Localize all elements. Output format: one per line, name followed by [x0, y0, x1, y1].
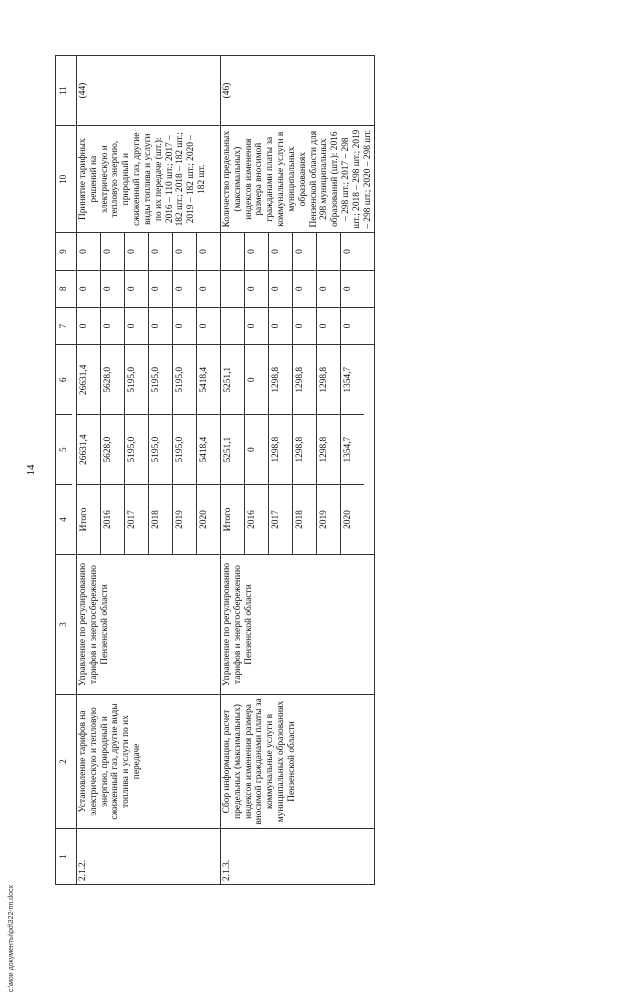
col-8-value — [221, 271, 245, 307]
funding-years-table — [77, 345, 220, 554]
year-label: 2019 — [317, 484, 341, 554]
program-activities-table — [55, 55, 375, 885]
total-value: 1298,8 — [317, 415, 341, 485]
col-8-value: 0 — [173, 271, 197, 307]
reference: (46) — [221, 56, 375, 126]
budget-value: 26631,4 — [77, 345, 101, 415]
col-7-value: 0 — [77, 308, 101, 344]
col-9-value: 0 — [269, 233, 293, 269]
year-label: 2016 — [245, 484, 269, 554]
budget-value: 1354,7 — [343, 366, 353, 393]
col-9-value: 0 — [293, 233, 317, 269]
col-9-value: 0 — [199, 249, 209, 254]
col-7-value: 0 — [245, 308, 269, 344]
col-9-value: 0 — [343, 249, 353, 254]
col-7-value: 0 — [101, 308, 125, 344]
col-8-value: 0 — [101, 271, 125, 307]
col-7-value: 0 — [125, 308, 149, 344]
col-9-value: 0 — [101, 233, 125, 269]
year-label: 2018 — [293, 484, 317, 554]
col-7-value — [221, 308, 245, 344]
header-col-1: 1 — [56, 829, 77, 885]
col-7-value: 0 — [293, 308, 317, 344]
reference: (44) — [77, 56, 221, 126]
funding-years-cell — [221, 345, 375, 555]
funding-years-table — [221, 345, 364, 554]
budget-value: 5418,4 — [199, 366, 209, 393]
col-8-value: 0 — [199, 286, 209, 292]
total-value: 1298,8 — [293, 415, 317, 485]
col-7-value: 0 — [343, 323, 353, 329]
col-8-value: 0 — [293, 271, 317, 307]
executor: Управление по регулированию тарифов и энергосбережению Пензенской области — [77, 555, 221, 695]
col-9-cell — [221, 233, 375, 270]
col-7-value: 0 — [149, 308, 173, 344]
year-label: 2019 — [173, 484, 197, 554]
funding-years-cell — [77, 345, 221, 555]
header-col-7: 7 — [56, 307, 77, 344]
col-8-value: 0 — [245, 271, 269, 307]
total-value: 0 — [245, 415, 269, 485]
header-col-4: 4 — [56, 484, 72, 554]
indicator: Количество предельных (максимальных) индексов изменения размера вносимой гражданами платы за коммунальные услуги в муниципальных образованиях Пензенской области для 298 муниципальных образований (шт.): 2016 – 298 шт.; 2017 – 298 шт.; 2018 – 298 шт.; 2019 – 298 шт.; 2020 – 298 шт. — [221, 126, 375, 233]
col-9-value: 0 — [77, 233, 101, 269]
file-path-footer — [8, 885, 22, 992]
row-number: 2.1.2. — [77, 829, 221, 885]
total-value: 5418,4 — [197, 415, 221, 485]
budget-value: 5251,1 — [221, 345, 245, 415]
total-value: 1298,8 — [269, 415, 293, 485]
total-value: 5195,0 — [149, 415, 173, 485]
header-col-10: 10 — [56, 126, 77, 233]
budget-value: 5195,0 — [149, 345, 173, 415]
header-col-3: 3 — [56, 555, 77, 695]
col-8-cell — [77, 270, 221, 307]
table-row — [221, 56, 375, 885]
header-col-6: 6 — [58, 377, 68, 383]
budget-value: 0 — [245, 345, 269, 415]
col-9-value — [221, 233, 245, 269]
col-8-value: 0 — [77, 271, 101, 307]
col-9-cell — [77, 233, 221, 270]
total-value: 5628,0 — [101, 415, 125, 485]
budget-value: 5195,0 — [173, 345, 197, 415]
indicator: Принятие тарифных решений на электрическую и тепловую энергию, природный и сжиженный газ, другие виды топлива и услуги по их передаче (шт.): 2016 – 110 шт.; 2017 – 182 шт.; 2018 – 182 шт.; 2019 – 182 шт.; 2020 – 182 шт. — [77, 126, 221, 233]
year-label: Итого — [221, 484, 245, 554]
col-9-value: 0 — [149, 233, 173, 269]
page-number: 14 — [25, 464, 37, 476]
row-number: 2.1.3. — [221, 829, 375, 885]
col-8-value: 0 — [125, 271, 149, 307]
col-9-value: 0 — [245, 233, 269, 269]
year-label: 2020 — [197, 484, 221, 554]
total-value: 26631,4 — [77, 415, 101, 485]
header-col-2: 2 — [56, 694, 77, 828]
col-9-value: 0 — [173, 233, 197, 269]
table-row — [77, 56, 221, 885]
col-7-cell — [77, 307, 221, 344]
year-label: Итого — [77, 484, 101, 554]
col-8-cell — [221, 270, 375, 307]
col-7-cell — [221, 307, 375, 344]
total-value: 1354,7 — [341, 415, 365, 485]
col-8-value: 0 — [269, 271, 293, 307]
budget-value: 1298,8 — [269, 345, 293, 415]
executor: Управление по регулированию тарифов и энергосбережению Пензенской области — [221, 555, 375, 695]
year-label: 2017 — [269, 484, 293, 554]
budget-value: 1298,8 — [293, 345, 317, 415]
file-path-text: c:\мои документы\pd\322-пп.docx — [8, 885, 15, 992]
total-value: 5195,0 — [173, 415, 197, 485]
header-cols-4-6 — [56, 345, 77, 555]
total-value: 5195,0 — [125, 415, 149, 485]
header-row — [56, 56, 77, 885]
budget-value: 5195,0 — [125, 345, 149, 415]
year-label: 2016 — [101, 484, 125, 554]
header-col-8: 8 — [56, 270, 77, 307]
col-9-value: 0 — [125, 233, 149, 269]
header-col-11: 11 — [56, 56, 77, 126]
activity-name: Сбор информации, расчет предельных (максимальных) индексов изменения размера вносимой гражданами платы за коммунальные услуги в муниципальных образованиях Пензенской области — [221, 694, 375, 828]
col-7-value: 0 — [269, 308, 293, 344]
budget-value: 5628,0 — [101, 345, 125, 415]
year-label: 2020 — [341, 484, 365, 554]
budget-value: 1298,8 — [317, 345, 341, 415]
total-value: 5251,1 — [221, 415, 245, 485]
col-7-value: 0 — [173, 308, 197, 344]
rotated-landscape-content — [25, 55, 640, 885]
header-col-5: 5 — [56, 415, 72, 485]
col-8-value: 0 — [149, 271, 173, 307]
activity-name: Установление тарифов на электрическую и тепловую энергию, природный и сжиженный газ, другие виды топлива и услуги по их передаче — [77, 694, 221, 828]
col-8-value: 0 — [317, 271, 341, 307]
year-label: 2018 — [149, 484, 173, 554]
col-8-value: 0 — [343, 286, 353, 292]
col-9-value — [317, 233, 341, 269]
year-label: 2017 — [125, 484, 149, 554]
header-col-9: 9 — [56, 233, 77, 270]
col-7-value: 0 — [199, 323, 209, 329]
col-7-value: 0 — [317, 308, 341, 344]
